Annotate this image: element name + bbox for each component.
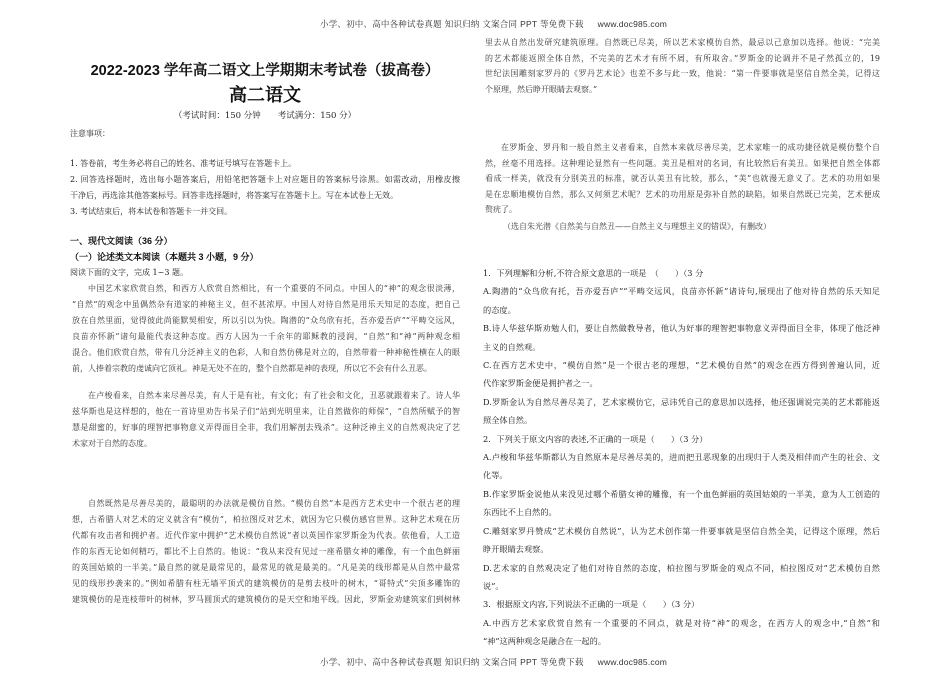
banner-ppt: PPT [520, 19, 538, 29]
passage-line: 良苗亦怀新”诸句最能代表这种态度。西方人因为一千余年的耶稣教的浸润，“自然”和“神”两种观念相 [72, 332, 460, 341]
banner-text: 小学、初中、高中各种试卷真题 知识归纳 文案合同 [320, 657, 521, 668]
option-text: 东西比不上自然的。 [483, 507, 557, 518]
passage-line: 代都有攻击者和拥护者。近代作家中拥护“艺术模仿自然说”者以英国作家罗斯金为代表。依他看，人工造 [72, 531, 460, 540]
passage-paragraph [70, 496, 460, 608]
option-text: C.在西方艺术史中，“模仿自然”是一个很古老的理想，“艺术模仿自然”的观念在西方得到普遍认同，近 [483, 360, 880, 371]
passage-line: 的艺术都能返照全体自然，不完美的艺术才有所不屑，有所取舍。”罗斯金的论调并不是孑然孤立的，19 [485, 53, 880, 63]
answer-option[interactable] [483, 614, 880, 651]
passage-line: 混合。他们欣赏自然，带有几分泛神主义的色彩，人和自然仿佛是对立的，自然带着一种神秘性横在人的眼 [72, 348, 460, 357]
question-text: 1．下列理解和分析,不符合原文意思的一项是 （ ）（3 分 [483, 268, 704, 278]
passage-line: 术家对于自然的态度。 [72, 439, 152, 448]
option-text: B.作家罗斯金说他从来没见过哪个希腊女神的雕像，有一个血色鲜丽的英国姑娘的一半美，意为人工创造的 [483, 488, 880, 499]
passage-paragraph [70, 281, 460, 377]
reading-instruction: 阅读下面的文字，完成 1~3 题。 [70, 268, 188, 277]
option-text: 说”。 [483, 580, 504, 591]
passage-line: 在卢梭看来，自然本来尽善尽美，有人于是有社，有文化；有了社会和文化，丑恶就跟着来了。诗人华 [88, 391, 460, 400]
passage-line: “自然”的观念中虽偶然杂有道家的神秘主义，但不甚浓厚。中国人对待自然是用乐天知足的态度，把自己 [72, 300, 460, 309]
question-stem [483, 264, 880, 282]
passage-line: 中国艺术家欣赏自然，和西方人欣赏自然相比，有一个重要的不同点。中国人的“神”的观念很淡薄， [88, 284, 460, 293]
passage-line: 在罗斯金、罗丹和一般自然主义者看来，自然本来就尽善尽美，艺术家唯一的成功捷径就是模仿整个自 [501, 143, 880, 152]
answer-option[interactable] [483, 319, 880, 356]
banner-url[interactable]: www.doc985.com [597, 19, 668, 29]
left-column [70, 35, 460, 608]
exam-time: （考试时间：150 分钟 考试满分：150 分） [173, 111, 357, 121]
banner-ppt: PPT [520, 656, 538, 667]
option-text: A.中西方艺术家欣赏自然有一个重要的不同点，就是对待“神”的观念，在西方人的观念中,“自然”和 [483, 617, 880, 628]
section-subheading: （一）论述类文本阅读（本题共 3 小题，9 分） [70, 252, 259, 262]
banner-text2: 等免费下载 [537, 657, 584, 668]
notice-item: 1. 答卷前，考生务必将自己的姓名、准考证号填写在答题卡上。 [70, 159, 297, 168]
notice-item: 干净后，再选涂其他答案标号。回答非选择题时，将答案写在答题卡上。写在本试卷上无效。 [70, 191, 398, 200]
passage-line: 自然既然是尽善尽美的，最聪明的办法就是模仿自然。“模仿自然”本是西方艺术史中一个很古老的理 [88, 499, 460, 508]
option-text: 化等。 [483, 470, 508, 481]
question-stem [483, 595, 880, 613]
option-text: D.艺术家的自然观决定了他们对待自然的态度，柏拉图与罗斯金的观点不同，柏拉图反对“艺术模仿自然 [483, 562, 880, 573]
passage-line: 前，人捧着宗教的虔诚向它顶礼。神是无处不在的，整个自然都是神的表现，所以它不会有什么丑恶。 [72, 364, 432, 373]
answer-option[interactable] [483, 356, 880, 393]
passage-paragraph [70, 388, 460, 452]
passage-line: 慧是甜蜜的，好事的理智把事物意义弄得面目全非，我们用解剖去残杀”。这种泛神主义的自然观决定了艺 [72, 423, 460, 432]
answer-option[interactable] [483, 448, 880, 485]
option-text: “神”这两种观念是融合在一起的。 [483, 636, 606, 647]
passage-line: 见的线形抄袭来的。”例如希腊有柱无墙平顶式的建筑模仿的是剪去枝叶的树木，“哥特式”尖顶多雕饰的 [72, 579, 460, 588]
option-text: 照全体自然。 [483, 415, 533, 426]
passage-line: 个原理，然后睁开眼睛去观察。” [485, 84, 598, 94]
answer-option[interactable] [483, 522, 880, 559]
passage-line: 世纪法国雕刻家罗丹的《罗丹艺术论》也差不多与此一致，他说：“第一件要事就是坚信自然全美，记得这 [485, 69, 880, 78]
option-text: B.诗人华兹华斯劝勉人们，要让自然做教导者，他认为好事的理智把事物意义弄得面目全非，体现了他泛神 [483, 323, 880, 334]
option-text: 睁开眼睛去观察。 [483, 544, 549, 555]
passage-line: 里去从自然出发研究建筑原理。自然既已尽美，所以艺术家模仿自然，最忌以己意加以选择。他说：“完美 [485, 38, 880, 47]
passage-line: 然，丝毫不用选择。这种理论显然有一些问题。美丑是相对的名词，有比较然后有美丑。如果把自然全体都 [485, 158, 880, 168]
option-text: 代作家罗斯金便是拥护者之一。 [483, 378, 598, 389]
notice-heading: 注意事项： [70, 129, 110, 138]
passage-source: （选自朱光潜《自然美与自然丑——自然主义与理想主义的错误》，有删改） [503, 221, 771, 231]
question-text: 3．根据原文内容,下列说法不正确的一项是（ ）（3 分） [483, 599, 700, 610]
answer-option[interactable] [483, 393, 880, 430]
passage-line: 放在自然里面，觉得彼此尚能默契相安，所以引以为快。陶潜的“众鸟欣有托，吾亦爱吾庐”“平畴交远风， [72, 316, 460, 325]
passage-line: 赘疣了。 [485, 205, 517, 214]
notice-item: 3. 考试结束后，将本试卷和答题卡一并交回。 [70, 207, 233, 216]
answer-option[interactable] [483, 485, 880, 522]
passage-line: 看成一样美，就没有分别美丑的标准，就否认美丑有比较，那么，“美”也就漫无意义了。艺术的功用如果 [485, 174, 880, 183]
notice-list [70, 156, 460, 220]
subject-title: 高二语文 [229, 85, 301, 105]
passage-line: 作的东西无论如何精巧，都比不上自然的。他说：“我从来没有见过一座希腊女神的雕像，有一个血色鲜丽 [72, 547, 460, 556]
passage-line: 想，古希腊人对艺术的定义就含有“模仿”，柏拉图反对艺术，就因为它只模仿感官世界。这种艺术观在历 [72, 515, 460, 524]
option-text: A.卢梭和华兹华斯都认为自然原本是尽善尽美的，进而把丑恶现象的出现归于人类及相伴而产生的社会、文 [483, 452, 880, 463]
question-stem [483, 430, 880, 448]
notice-item: 2. 回答选择题时，选出每小题答案后，用铅笔把答题卡上对应题目的答案标号涂黑。如需改动，用橡皮擦 [70, 175, 460, 184]
answer-option[interactable] [483, 559, 880, 596]
section-heading: 一、现代文阅读（36 分） [70, 236, 173, 246]
option-text: 的态度。 [483, 304, 516, 315]
banner-text: 小学、初中、高中各种试卷真题 知识归纳 文案合同 [320, 20, 521, 30]
passage-line: 建筑模仿的是连枝带叶的树林，罗马圆顶式的建筑模仿的是天空和地平线。因此，罗斯金劝建筑家们到树林 [72, 595, 460, 604]
passage-line: 兹华斯也是这样想的，他在一首诗里劝告书呆子们“站到光明里来，让自然做你的师保”，“自然所赋予的智 [72, 407, 460, 416]
question-text: 2．下列关于原文内容的表述,不正确的一项是（ ）（3 分） [483, 433, 708, 444]
banner-url[interactable]: www.doc985.com [597, 656, 668, 667]
option-text: D.罗斯金认为自然尽善尽美了，艺术家模仿它，忌讳凭自己的意思加以选择，他还强调说完美的艺术都能返 [483, 396, 880, 407]
passage-paragraph [483, 140, 880, 218]
bottom-banner [320, 657, 950, 679]
option-text: 主义的自然观。 [483, 341, 541, 352]
answer-option[interactable] [483, 282, 880, 319]
passage-line: 的英国姑娘的一半美。”最自然的就是最常见的，最常见的就是最美的。“凡是美的线形都是从自然中最常 [72, 563, 460, 572]
questions [483, 264, 880, 651]
right-column [483, 35, 880, 651]
passage-paragraph [483, 35, 880, 97]
option-text: C.雕刻家罗丹赞成“艺术模仿自然说”，认为艺术创作第一件要事就是坚信自然全美，记得这个原理，然后 [483, 525, 880, 536]
banner-text2: 等免费下载 [537, 20, 584, 30]
passage-line: 是在忠顺地模仿自然，那么又何须艺术呢？艺术的功用原是弥补自然的缺陷，如果自然既已完美，艺术便成 [485, 189, 880, 199]
option-text: A.陶潜的“众鸟欣有托，吾亦爱吾庐”“平畴交远风，良苗亦怀新”诸诗句,展现出了他对待自然的乐天知足 [483, 286, 880, 297]
top-banner [320, 19, 667, 31]
exam-title: 2022-2023 学年高二语文上学期期末考试卷（拔高卷） [90, 63, 440, 79]
